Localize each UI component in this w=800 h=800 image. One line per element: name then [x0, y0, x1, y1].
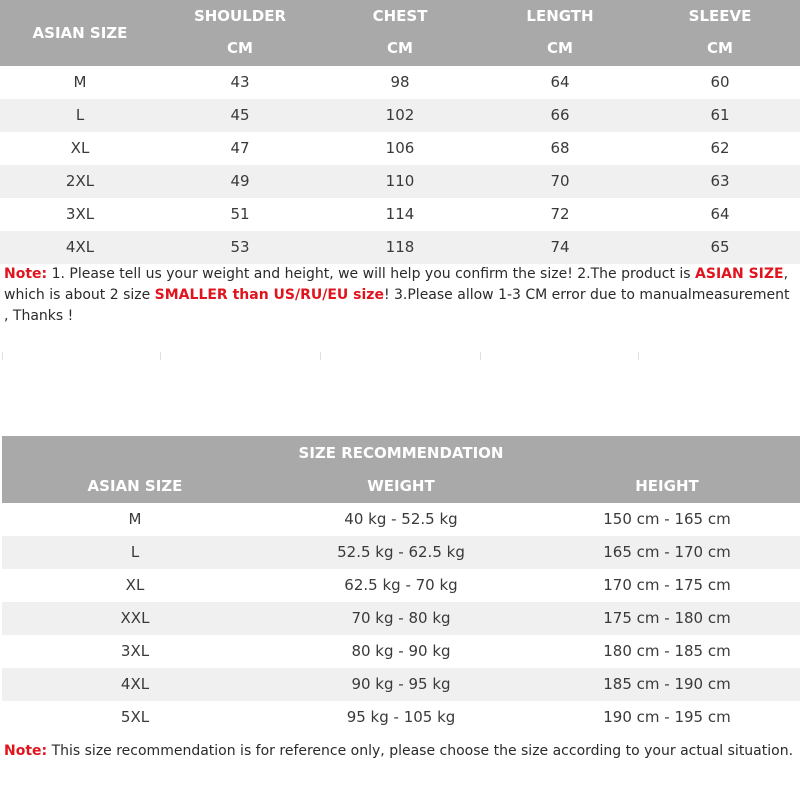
note-text-part1: 1. Please tell us your weight and height, we will help you confirm the size! 2.The product is [47, 266, 696, 282]
header-sleeve-unit: CM [707, 39, 733, 57]
cell-size: 2XL [65, 172, 95, 190]
header-shoulder [160, 0, 320, 66]
cell-size: 3XL [120, 642, 150, 660]
cell-chest: 118 [385, 238, 415, 256]
cell-size: L [75, 106, 85, 124]
cell-weight: 62.5 kg - 70 kg [344, 576, 458, 594]
header-length-unit: CM [547, 39, 573, 57]
header-shoulder-label: SHOULDER [193, 7, 287, 25]
cell-sleeve: 61 [710, 106, 730, 124]
table-row [0, 198, 800, 231]
cell-size: 5XL [120, 708, 150, 726]
cell-shoulder: 53 [230, 238, 250, 256]
cell-weight: 90 kg - 95 kg [351, 675, 451, 693]
cell-size: XL [70, 139, 90, 157]
cell-sleeve: 64 [710, 205, 730, 223]
cell-shoulder: 47 [230, 139, 250, 157]
recommendation-header [2, 436, 800, 503]
header-chest-label: CHEST [372, 7, 428, 25]
header-weight: WEIGHT [367, 477, 435, 495]
size-recommendation-table [2, 436, 800, 734]
cell-height: 175 cm - 180 cm [603, 609, 731, 627]
cell-sleeve: 62 [710, 139, 730, 157]
note-text: This size recommendation is for reference only, please choose the size according to your actual situation. [47, 743, 794, 759]
note-text-part3: ! 3.Please allow 1-3 CM error due to manualmeasurement , Thanks ! [4, 287, 790, 322]
divider-tick [320, 352, 321, 360]
table-row [2, 602, 800, 635]
cell-height: 165 cm - 170 cm [603, 543, 731, 561]
table-row [2, 536, 800, 569]
size-chart-table [0, 0, 800, 264]
cell-chest: 106 [385, 139, 415, 157]
cell-height: 170 cm - 175 cm [603, 576, 731, 594]
header-chest-unit: CM [387, 39, 413, 57]
header-height: HEIGHT [635, 477, 699, 495]
header-length [480, 0, 640, 66]
header-sleeve-label: SLEEVE [688, 7, 752, 25]
size-note [4, 264, 796, 322]
cell-length: 68 [550, 139, 570, 157]
cell-size: 4XL [120, 675, 150, 693]
cell-shoulder: 49 [230, 172, 250, 190]
cell-size: L [130, 543, 140, 561]
cell-length: 66 [550, 106, 570, 124]
cell-weight: 40 kg - 52.5 kg [344, 510, 458, 528]
header-asian-size: ASIAN SIZE [87, 477, 183, 495]
header-shoulder-unit: CM [227, 39, 253, 57]
header-length-label: LENGTH [526, 7, 594, 25]
note-asian-size-highlight: ASIAN SIZE [695, 266, 784, 282]
header-chest [320, 0, 480, 66]
header-sleeve [640, 0, 800, 66]
cell-sleeve: 60 [710, 73, 730, 91]
cell-size: 4XL [65, 238, 95, 256]
table-row [2, 503, 800, 536]
table-row [2, 569, 800, 602]
cell-size: XXL [120, 609, 150, 627]
table-row [0, 66, 800, 99]
cell-shoulder: 43 [230, 73, 250, 91]
cell-shoulder: 45 [230, 106, 250, 124]
table-row [0, 165, 800, 198]
cell-shoulder: 51 [230, 205, 250, 223]
divider-tick [638, 352, 639, 360]
cell-chest: 114 [385, 205, 415, 223]
cell-length: 72 [550, 205, 570, 223]
cell-weight: 70 kg - 80 kg [351, 609, 451, 627]
divider-tick [160, 352, 161, 360]
size-chart-header [0, 0, 800, 66]
cell-chest: 102 [385, 106, 415, 124]
cell-size: 3XL [65, 205, 95, 223]
cell-height: 180 cm - 185 cm [603, 642, 731, 660]
cell-sleeve: 65 [710, 238, 730, 256]
table-row [2, 701, 800, 734]
divider-tick [2, 352, 3, 360]
table-row [2, 668, 800, 701]
recommendation-note [4, 741, 796, 762]
recommendation-title: SIZE RECOMMENDATION [298, 444, 504, 462]
table-row [0, 132, 800, 165]
cell-size: M [73, 73, 87, 91]
cell-height: 190 cm - 195 cm [603, 708, 731, 726]
cell-size: XL [125, 576, 145, 594]
cell-size: M [128, 510, 142, 528]
divider-tick [480, 352, 481, 360]
table-row [0, 99, 800, 132]
cell-length: 64 [550, 73, 570, 91]
note-text-part2: , which is about 2 size [4, 266, 789, 303]
cell-chest: 110 [385, 172, 415, 190]
cell-length: 74 [550, 238, 570, 256]
note-label: Note: [4, 743, 48, 759]
cell-sleeve: 63 [710, 172, 730, 190]
cell-weight: 95 kg - 105 kg [346, 708, 456, 726]
cell-chest: 98 [390, 73, 410, 91]
table-row [2, 635, 800, 668]
cell-weight: 52.5 kg - 62.5 kg [337, 543, 465, 561]
table-row [0, 231, 800, 264]
header-asian-size: ASIAN SIZE [32, 24, 128, 42]
cell-height: 150 cm - 165 cm [603, 510, 731, 528]
note-label: Note: [4, 266, 48, 282]
recommendation-column-headers [2, 475, 800, 497]
cell-height: 185 cm - 190 cm [603, 675, 731, 693]
cell-length: 70 [550, 172, 570, 190]
cell-weight: 80 kg - 90 kg [351, 642, 451, 660]
note-smaller-highlight: SMALLER than US/RU/EU size [154, 287, 384, 303]
